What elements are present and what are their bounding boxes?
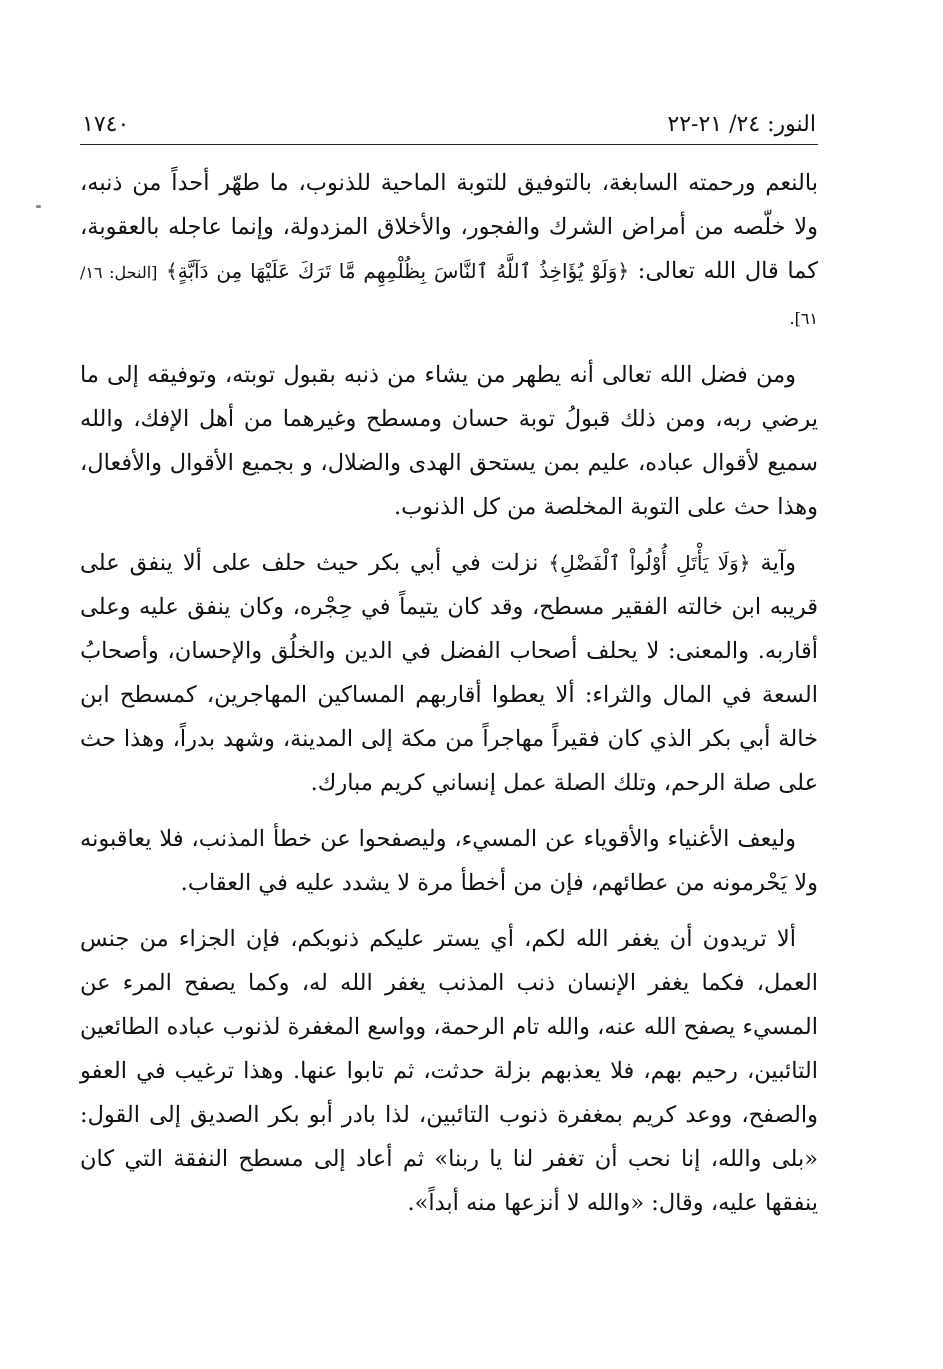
paragraph-text: وليعف الأغنياء والأقوياء عن المسيء، وليصفحوا عن خطأ المذنب، فلا يعاقبونه ولا يَحْرمونه من عطائهم، فإن من أخطأ مرة لا يشدد عليه في العقاب.: [80, 826, 818, 896]
paragraph: [80, 161, 818, 341]
body-text: [80, 161, 818, 1225]
header-rule: [80, 144, 818, 145]
quran-verse: ﴿وَلَوْ يُؤَاخِذُ ٱللَّهُ ٱلنَّاسَ بِظُلْمِهِم مَّا تَرَكَ عَلَيْهَا مِن دَآبَّةٍ﴾: [166, 259, 630, 283]
running-header: [80, 104, 818, 144]
paragraph: [80, 917, 818, 1225]
surah-reference: النور: ٢٤/ ٢١-٢٢: [667, 112, 816, 137]
quran-verse: ﴿وَلَا يَأْتَلِ أُوْلُواْ ٱلْفَضْلِ﴾: [548, 551, 751, 575]
paragraph: [80, 817, 818, 905]
paragraph-text: ومن فضل الله تعالى أنه يطهر من يشاء من ذنبه بقبول توبته، وتوفيقه إلى ما يرضي ربه، ومن ذلك قبولُ توبة حسان ومسطح وغيرهما من أهل الإفك، والله سميع لأقوال عباده، عليم بمن يستحق الهدى والضلال، و بجميع الأقوال والأفعال، وهذا حث على التوبة المخلصة من كل الذنوب.: [80, 362, 818, 520]
scan-speck: [36, 205, 41, 208]
paragraph-text: بالنعم ورحمته السابغة، بالتوفيق للتوبة الماحية للذنوب، ما طهّر أحداً من ذنبه، ولا خلّصه من أمراض الشرك والفجور، والأخلاق المزدولة، وإنما عاجله بالعقوبة، كما قال الله تعالى:: [80, 170, 818, 284]
paragraph: [80, 541, 818, 805]
verse-citation: [النحل: ١٦/ ٦١].: [80, 263, 818, 328]
paragraph-text: ألا تريدون أن يغفر الله لكم، أي يستر عليكم ذنوبكم، فإن الجزاء من جنس العمل، فكما يغفر الإنسان ذنب المذنب يغفر الله له، وكما يصفح المرء عن المسيء يصفح الله عنه، والله تام الرحمة، وواسع المغفرة لذنوب عباده الطائعين التائبين، رحيم بهم، فلا يعذبهم بزلة حدثت، ثم تابوا عنها. وهذا ترغيب في العفو والصفح، ووعد كريم بمغفرة ذنوب التائبين، لذا بادر أبو بكر الصديق إلى القول: «بلى والله، إنا نحب أن تغفر لنا يا ربنا» ثم أعاد إلى مسطح النفقة التي كان ينفقها عليه، وقال: «والله لا أنزعها منه أبداً».: [80, 926, 818, 1216]
book-page: [80, 104, 818, 1304]
paragraph-text: [157, 258, 166, 284]
paragraph: [80, 353, 818, 529]
paragraph-text: نزلت في أبي بكر حيث حلف على ألا ينفق على قريبه ابن خالته الفقير مسطح، وقد كان يتيماً في حِجْره، وكان ينفق عليه وعلى أقاربه. والمعنى: لا يحلف أصحاب الفضل في الدين والخلُق والإحسان، وأصحابُ السعة في المال والثراء: ألا يعطوا أقاربهم المساكين المهاجرين، كمسطح ابن خالة أبي بكر الذي كان فقيراً مهاجراً من مكة إلى المدينة، وشهد بدراً، وهذا حث على صلة الرحم، وتلك الصلة عمل إنساني كريم مبارك.: [80, 550, 818, 796]
page-number: ١٧٤٠: [82, 112, 130, 137]
paragraph-text: وآية: [750, 550, 796, 576]
